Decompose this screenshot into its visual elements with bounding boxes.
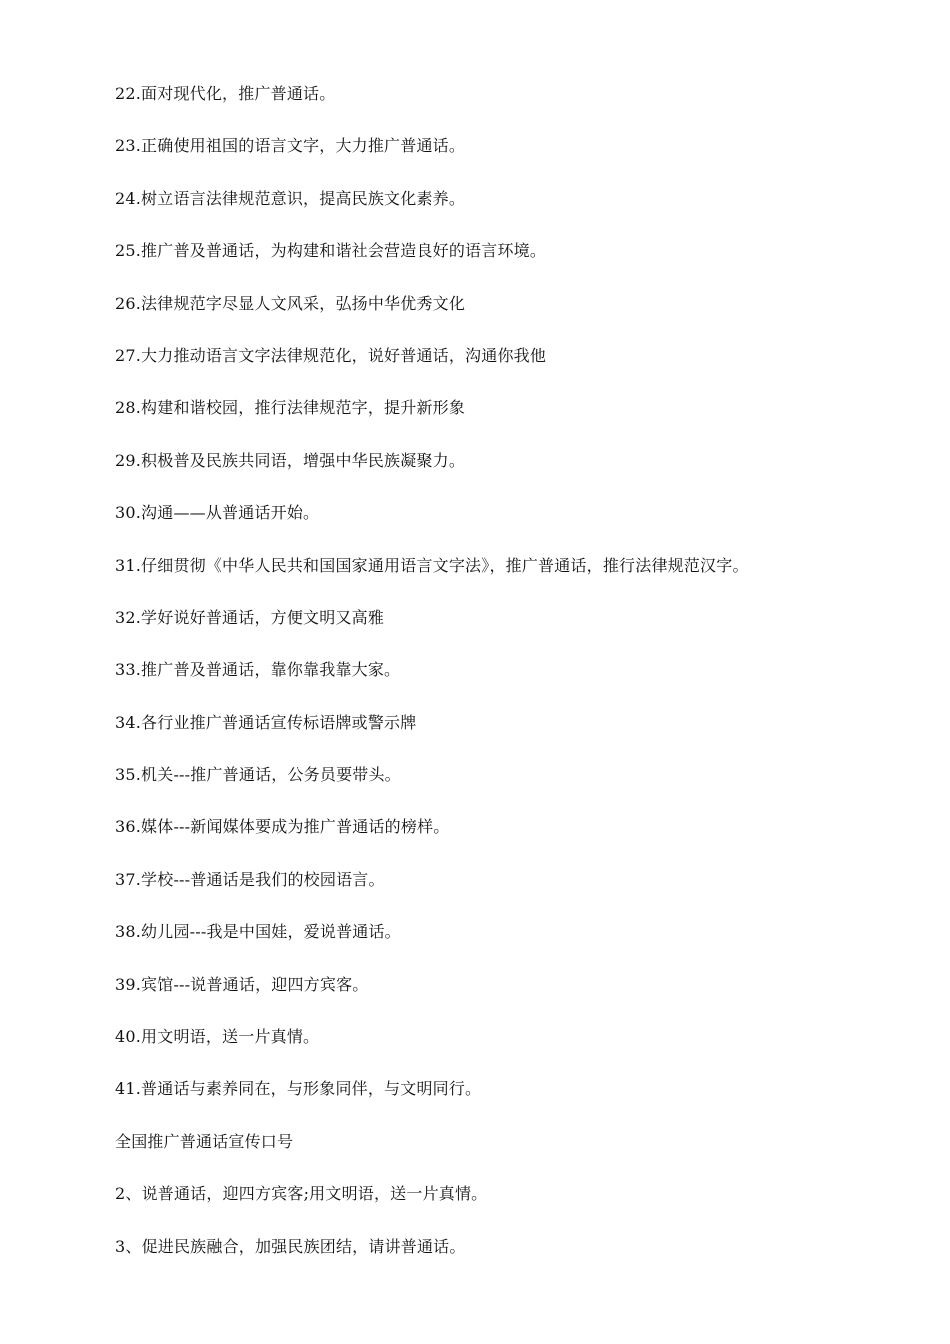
slogan-line-23: 23.正确使用祖国的语言文字，大力推广普通话。 <box>115 136 466 156</box>
slogan-line-38: 38.幼儿园---我是中国娃，爱说普通话。 <box>115 922 401 942</box>
slogan-line-32: 32.学好说好普通话，方便文明又高雅 <box>115 607 385 627</box>
section-heading: 全国推广普通话宣传口号 <box>115 1131 294 1151</box>
slogan-line-28: 28.构建和谐校园，推行法律规范字，提升新形象 <box>115 398 466 418</box>
section-line-34: 34.各行业推广普通话宣传标语牌或警示牌 <box>115 712 417 732</box>
slogan-line-35: 35.机关---推广普通话，公务员要带头。 <box>115 765 401 785</box>
slogan-list <box>115 81 915 1286</box>
slogan-line-2: 2、说普通话，迎四方宾客;用文明语，送一片真情。 <box>115 1184 488 1204</box>
slogan-line-29: 29.积极普及民族共同语，增强中华民族凝聚力。 <box>115 450 466 470</box>
slogan-line-33: 33.推广普及普通话，靠你靠我靠大家。 <box>115 660 401 680</box>
slogan-line-3: 3、促进民族融合，加强民族团结，请讲普通话。 <box>115 1236 466 1256</box>
slogan-line-39: 39.宾馆---说普通话，迎四方宾客。 <box>115 974 369 994</box>
slogan-line-22: 22.面对现代化，推广普通话。 <box>115 84 336 103</box>
slogan-line-24: 24.树立语言法律规范意识，提高民族文化素养。 <box>115 188 466 208</box>
slogan-line-36: 36.媒体---新闻媒体要成为推广普通话的榜样。 <box>115 817 450 837</box>
slogan-line-31: 31.仔细贯彻《中华人民共和国国家通用语言文字法》，推广普通话，推行法律规范汉字。 <box>115 555 749 575</box>
slogan-line-25: 25.推广普及普通话，为构建和谐社会营造良好的语言环境。 <box>115 241 547 261</box>
slogan-line-26: 26.法律规范字尽显人文风采，弘扬中华优秀文化 <box>115 293 466 313</box>
slogan-line-30: 30.沟通——从普通话开始。 <box>115 503 320 523</box>
slogan-line-27: 27.大力推动语言文字法律规范化，说好普通话，沟通你我他 <box>115 345 547 365</box>
slogan-line-37: 37.学校---普通话是我们的校园语言。 <box>115 869 385 889</box>
slogan-line-40: 40.用文明语，送一片真情。 <box>115 1027 320 1047</box>
slogan-line-41: 41.普通话与素养同在，与形象同伴，与文明同行。 <box>115 1079 482 1099</box>
